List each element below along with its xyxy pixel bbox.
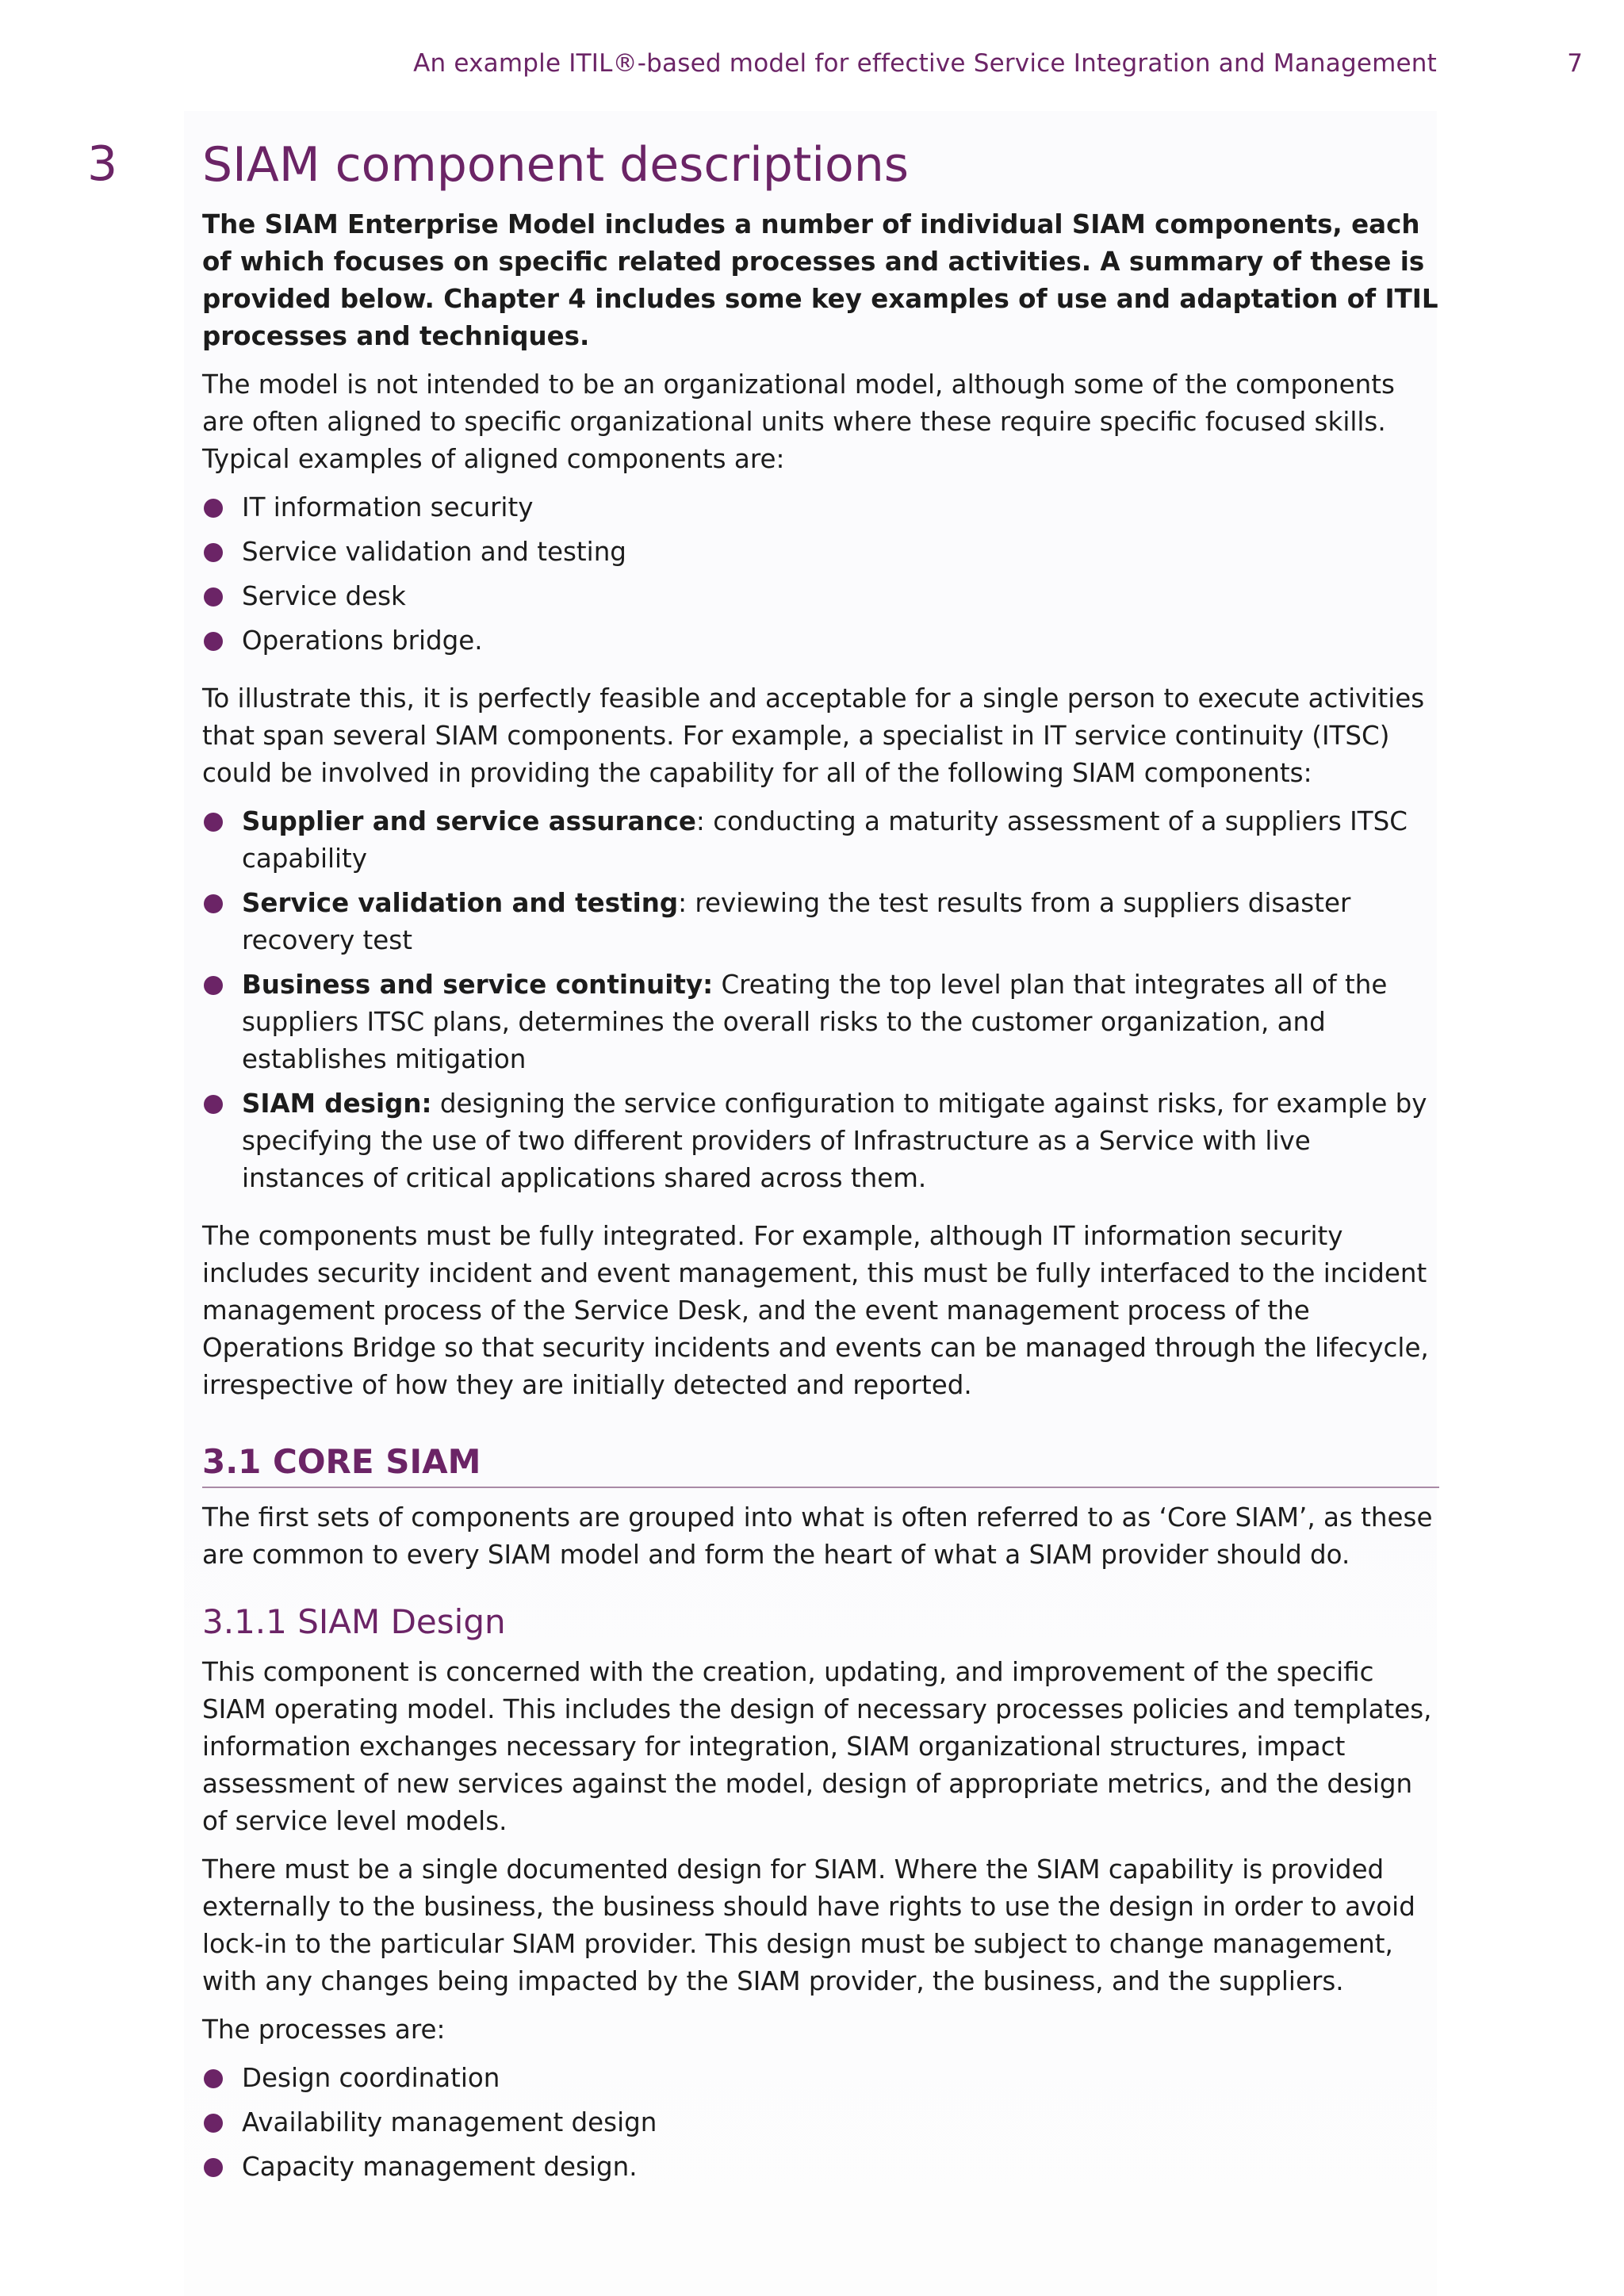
integrated-paragraph: The components must be fully integrated. For example, although IT information security includes security incident and event management, this must be fully interfaced to the incident management process of the Service Desk, and the event management process of the Operations Bridge so that security incidents and events can be managed through the lifecycle, irrespective of how they are initially detected and reported. [202,1221,1429,1400]
list-item-term: SIAM design: [242,1089,432,1119]
bullet-icon [204,2069,223,2088]
main-content [202,206,1439,2206]
list-item: Business and service continuity: Creating the top level plan that integrates all of the suppliers ITSC plans, determines the overall risks to the customer organization, and establishes mitigation [202,966,1439,1078]
model-paragraph: The model is not intended to be an organizational model, although some of the components are often aligned to specific organizational units where these require specific focused skills. Typical examples of aligned components are: [202,369,1395,474]
list-item: Design coordination [202,2060,1439,2097]
list-item: Service validation and testing [202,534,1439,571]
bullet-icon [204,587,223,607]
list-item: Service validation and testing: reviewing the test results from a suppliers disaster recovery test [202,885,1439,959]
list-item: IT information security [202,489,1439,526]
page-number: 7 [1567,49,1583,78]
list-item-term: Service validation and testing [242,888,679,918]
list-item: Availability management design [202,2104,1439,2141]
bullet-icon [204,813,223,832]
list-item-term: Business and service continuity: [242,970,714,1000]
bullet-icon [204,894,223,913]
list-item: SIAM design: designing the service configuration to mitigate against risks, for example by specifying the use of two different providers of Infrastructure as a Service with live instances of critical applications shared across them. [202,1085,1439,1197]
bullet-icon [204,499,223,518]
bullet-icon [204,2158,223,2177]
bullet-icon [204,1095,223,1114]
illustrate-paragraph: To illustrate this, it is perfectly feasible and acceptable for a single person to execute activities that span several SIAM components. For example, a specialist in IT service continuity (ITSC) could be involved in providing the capability for all of the following SIAM components: [202,683,1425,788]
bullet-icon [204,2114,223,2133]
bullet-icon [204,543,223,562]
list-item: Capacity management design. [202,2149,1439,2186]
section-heading-core-siam: 3.1 CORE SIAM [202,1442,1439,1488]
core-siam-paragraph: The first sets of components are grouped into what is often referred to as ‘Core SIAM’, as these are common to every SIAM model and form the heart of what a SIAM provider should do. [202,1502,1433,1571]
bullet-icon [204,632,223,651]
chapter-title: SIAM component descriptions [202,137,910,193]
processes-list [202,2060,1439,2186]
chapter-number: 3 [87,136,118,192]
list-item: Supplier and service assurance: conducting a maturity assessment of a suppliers ITSC capability [202,803,1439,878]
running-header: An example ITIL®-based model for effective Service Integration and Management [413,49,1437,78]
siam-design-paragraph-1: This component is concerned with the creation, updating, and improvement of the specific SIAM operating model. This includes the design of necessary processes policies and templates, information exchanges necessary for integration, SIAM organizational structures, impact assessment of new services against the model, design of appropriate metrics, and the design of service level models. [202,1656,1432,1836]
siam-design-paragraph-2: There must be a single documented design for SIAM. Where the SIAM capability is provided externally to the business, the business should have rights to use the design in order to avoid lock-in to the particular SIAM provider. This design must be subject to change management, with any changes being impacted by the SIAM provider, the business, and the suppliers. [202,1854,1415,1996]
list-item-term: Supplier and service assurance [242,806,696,836]
list-item: Operations bridge. [202,622,1439,660]
list-item: Service desk [202,578,1439,615]
aligned-components-list [202,489,1439,660]
subsection-heading-siam-design: 3.1.1 SIAM Design [202,1602,506,1642]
intro-paragraph: The SIAM Enterprise Model includes a number of individual SIAM components, each of which focuses on specific related processes and activities. A summary of these is provided below. Chapter 4 includes some key examples of use and adaptation of ITIL processes and techniques. [202,209,1438,351]
itsc-components-list [202,803,1439,1197]
siam-design-paragraph-3: The processes are: [202,2014,446,2045]
bullet-icon [204,976,223,995]
